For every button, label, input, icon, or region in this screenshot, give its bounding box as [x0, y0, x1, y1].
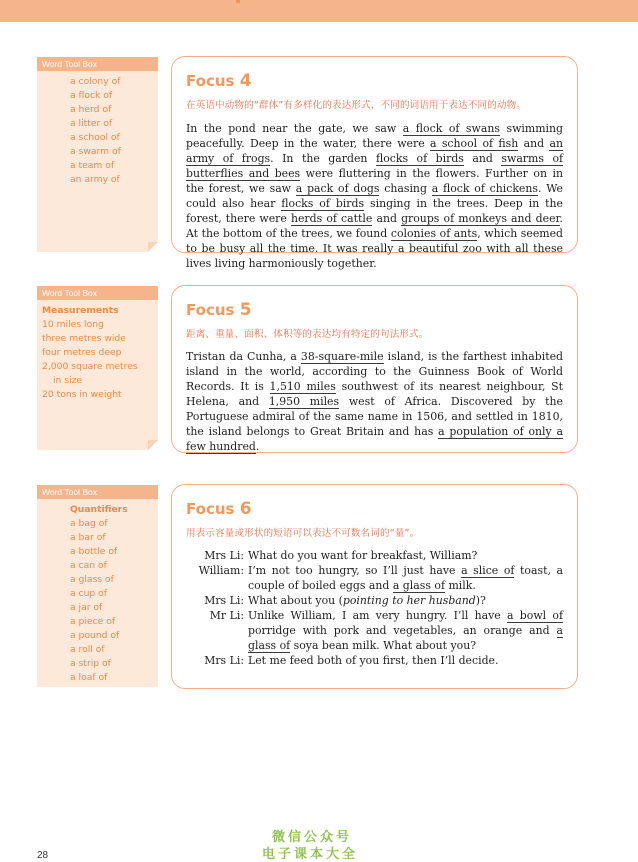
utterance: Unlike William, I am very hungry. I’ll have a bowl of porridge with pork and vegetables, an orange and a glass of soya bean milk. What about you? [248, 609, 563, 652]
underlined-phrase: an army of frogs [186, 137, 563, 165]
tool-box-item: a bag of [70, 518, 108, 529]
focus-4-card [171, 56, 578, 270]
tool-box-list [37, 300, 158, 402]
underlined-phrase: a population of only a few hundred [186, 425, 563, 453]
underlined-phrase: herds of cattle [290, 212, 373, 225]
word-tool-box-3 [37, 485, 158, 687]
tool-box-item: a school of [70, 132, 120, 143]
underlined-phrase: groups of monkeys and deer [401, 212, 560, 225]
tool-box-item: 2,000 square metres [42, 361, 138, 372]
tool-box-list [37, 499, 158, 685]
underlined-phrase: flocks of birds [375, 152, 464, 165]
tool-box-header: Word Tool Box [37, 485, 158, 499]
stage-direction: pointing to her husband [342, 594, 476, 607]
tool-box-item: a can of [70, 560, 107, 571]
dialogue-line [186, 548, 563, 563]
tool-box-item: a bottle of [70, 546, 118, 557]
tool-box-item: 10 miles long [42, 319, 104, 330]
utterance: What about you (pointing to her husband)? [248, 594, 486, 607]
page-curl-corner [148, 440, 158, 450]
speaker: Mrs Li: [204, 594, 244, 607]
tool-box-item: a jar of [70, 602, 103, 613]
top-banner [0, 0, 638, 22]
focus-title [186, 499, 252, 519]
focus-number: 4 [239, 71, 252, 91]
banner-notch [236, 0, 240, 3]
dialogue-line [186, 563, 563, 593]
tool-box-item: four metres deep [42, 347, 122, 358]
tool-box-item: a strip of [70, 658, 111, 669]
speaker: Mr Li: [209, 609, 244, 622]
focus-label: Focus [186, 72, 235, 90]
focus-label: Focus [186, 500, 235, 518]
focus-5-card [171, 285, 578, 453]
underlined-phrase: 1,950 miles [268, 395, 340, 408]
tool-box-item: a colony of [70, 76, 121, 87]
tool-box-item: a litter of [70, 118, 113, 129]
page-curl-corner [148, 242, 158, 252]
focus-label: Focus [186, 301, 235, 319]
focus-title [186, 71, 252, 91]
tool-box-item: a glass of [70, 574, 114, 585]
underlined-phrase: a pack of dogs [295, 182, 380, 195]
tool-box-header: Word Tool Box [37, 57, 158, 71]
underlined-phrase: swarms of butterflies and bees [186, 152, 564, 180]
speaker: Mrs Li: [204, 549, 244, 562]
tool-box-item: three metres wide [42, 333, 126, 344]
underlined-phrase: flocks of birds [281, 197, 365, 210]
tool-box-item: 20 tons in weight [42, 389, 122, 400]
tool-box-item: a cup of [70, 588, 108, 599]
tool-box-item: a flock of [70, 90, 113, 101]
underlined-phrase: 1,510 miles [269, 380, 336, 393]
focus-number: 5 [239, 300, 252, 320]
watermark-line-2: 电子课本大全 [262, 847, 359, 862]
word-tool-box-1 [37, 57, 158, 252]
word-tool-box-2 [37, 286, 158, 450]
underlined-phrase: 38-square-mile [300, 350, 384, 363]
tool-box-item: a loaf of [70, 672, 108, 683]
tool-box-item: a pound of [70, 630, 120, 641]
watermark-line-1: 微信公众号 [272, 830, 353, 845]
focus-6-card [171, 484, 578, 689]
dialogue-line [186, 608, 563, 653]
focus-instruction: 用表示容量或形状的短语可以表达不可数名词的“量”。 [186, 528, 420, 539]
page-number: 28 [37, 850, 49, 861]
underlined-phrase: a glass of [248, 624, 563, 652]
utterance: Let me feed both of you first, then I’ll decide. [248, 654, 499, 667]
focus-instruction: 在英语中动物的“群体”有多样化的表达形式，不同的词语用于表达不同的动物。 [186, 100, 527, 111]
tool-box-header: Word Tool Box [37, 286, 158, 300]
underlined-phrase: a flock of swans [402, 122, 500, 135]
speaker: William: [198, 564, 244, 577]
tool-box-heading: Quantifiers [70, 504, 128, 515]
focus-passage: In the pond near the gate, we saw a flock of swans swimming peacefully. Deep in the water, there were a school of fish and an army of frogs. In the garden flocks of birds and swarms of butterflies and bees were fluttering in the flowers. Further on in the forest, we saw a pack of dogs chasing a flock of chickens. We could also hear flocks of birds singing in the trees. Deep in the forest, there were herds of cattle and groups of monkeys and deer. At the bottom of the trees, we found colonies of ants, which seemed to be busy all the time. It was really a beautiful zoo with all these lives living harmoniously together. [186, 122, 564, 270]
underlined-phrase: a flock of chickens [431, 182, 538, 195]
speaker: Mrs Li: [204, 654, 244, 667]
dialogue-line [186, 653, 563, 668]
tool-box-item: an army of [70, 174, 120, 185]
focus-instruction: 距离、重量、面积、体积等的表达均有特定的句法形式。 [186, 329, 429, 340]
focus-title [186, 300, 252, 320]
focus-dialogue [186, 548, 563, 668]
tool-box-item: a herd of [70, 104, 112, 115]
tool-box-item: a roll of [70, 644, 105, 655]
underlined-phrase: a school of fish [430, 137, 519, 150]
underlined-phrase: a glass of [392, 579, 445, 592]
utterance: I’m not too hungry, so I’ll just have a slice of toast, a couple of boiled eggs and a glass of milk. [248, 564, 563, 592]
tool-box-item: a swarm of [70, 146, 121, 157]
tool-box-list [37, 71, 158, 187]
tool-box-item: a piece of [70, 616, 116, 627]
focus-passage: Tristan da Cunha, a 38-square-mile island, is the farthest inhabited island in the world, according to the Guinness Book of World Records. It is 1,510 miles southwest of its nearest neighbour, St Helena, and 1,950 miles west of Africa. Discovered by the Portuguese admiral of the same name in 1506, and settled in 1810, the island belongs to Great Britain and has a population of only a few hundred. [186, 350, 564, 453]
dialogue-line [186, 593, 563, 608]
utterance: What do you want for breakfast, William? [248, 549, 478, 562]
tool-box-item: in size [53, 375, 83, 386]
underlined-phrase: colonies of ants [390, 227, 478, 240]
tool-box-heading: Measurements [42, 305, 119, 316]
focus-number: 6 [239, 499, 252, 519]
underlined-phrase: a slice of [461, 564, 515, 577]
tool-box-item: a team of [70, 160, 115, 171]
underlined-phrase: a bowl of [507, 609, 563, 622]
tool-box-item: a bar of [70, 532, 106, 543]
